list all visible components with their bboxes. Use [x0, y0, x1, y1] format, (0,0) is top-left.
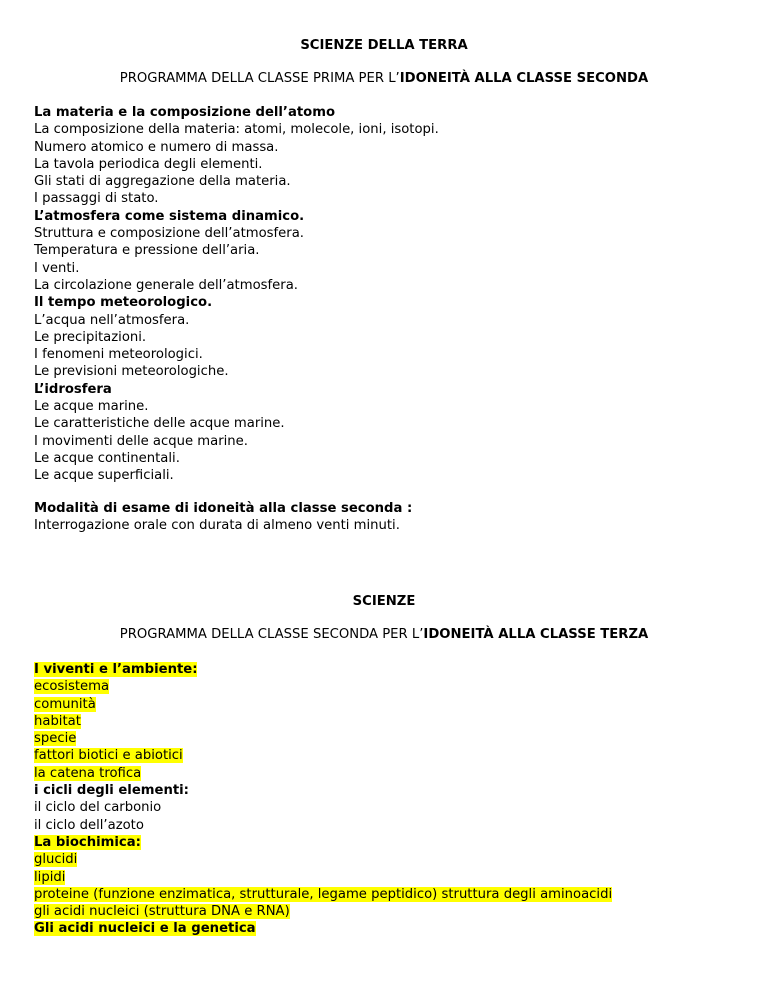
list-item — [34, 696, 748, 713]
line-text: glucidi — [34, 852, 78, 868]
list-item — [34, 450, 748, 467]
list-item — [34, 363, 748, 380]
list-item — [34, 433, 748, 450]
line-text: I passaggi di stato. — [34, 191, 159, 207]
section2-title: SCIENZE — [352, 594, 416, 609]
list-item — [34, 398, 748, 415]
line-text: Gli acidi nucleici e la genetica — [34, 921, 256, 937]
list-item — [34, 713, 748, 730]
line-text: fattori biotici e abiotici — [34, 748, 183, 764]
line-text: La circolazione generale dell’atmosfera. — [34, 277, 298, 293]
line-text: L’idrosfera — [34, 381, 112, 397]
section-heading-line — [34, 782, 748, 799]
list-item — [34, 139, 748, 156]
list-item — [34, 242, 748, 259]
section1-content — [34, 104, 748, 485]
list-item — [34, 467, 748, 484]
list-item — [34, 121, 748, 138]
section1-title: SCIENZE DELLA TERRA — [300, 38, 468, 53]
line-text: La materia e la composizione dell’atomo — [34, 105, 336, 120]
line-text: Il tempo meteorologico. — [34, 295, 213, 311]
section1-exam — [34, 500, 748, 535]
exam-heading: Modalità di esame di idoneità alla classe seconda : — [34, 501, 413, 516]
line-text: proteine (funzione enzimatica, strutturale, legame peptidico) struttura degli aminoacidi — [34, 886, 613, 902]
list-item — [34, 747, 748, 764]
line-text: Temperatura e pressione dell’aria. — [34, 243, 260, 259]
line-text: il ciclo del carbonio — [34, 800, 162, 816]
line-text: I fenomeni meteorologici. — [34, 347, 203, 363]
line-text: Numero atomico e numero di massa. — [34, 139, 279, 155]
line-text: I viventi e l’ambiente: — [34, 662, 198, 677]
section-heading-line — [34, 208, 748, 225]
line-text: Gli stati di aggregazione della materia. — [34, 174, 291, 190]
line-text: comunità — [34, 696, 96, 712]
line-text: I venti. — [34, 260, 80, 276]
section-heading-line — [34, 834, 748, 851]
list-item — [34, 765, 748, 782]
section-heading-line — [34, 104, 748, 121]
line-text: il ciclo dell’azoto — [34, 817, 144, 833]
line-text: i cicli degli elementi: — [34, 783, 189, 799]
list-item — [34, 346, 748, 363]
list-item — [34, 730, 748, 747]
line-text: lipidi — [34, 869, 66, 885]
line-text: Struttura e composizione dell’atmosfera. — [34, 226, 304, 242]
list-item — [34, 869, 748, 886]
line-text: habitat — [34, 713, 81, 729]
line-text: Le caratteristiche delle acque marine. — [34, 416, 285, 432]
list-item — [34, 886, 748, 903]
list-item — [34, 225, 748, 242]
line-text: Le previsioni meteorologiche. — [34, 364, 229, 380]
line-text: L’acqua nell’atmosfera. — [34, 312, 190, 328]
list-item — [34, 156, 748, 173]
list-item — [34, 799, 748, 816]
section1-program-bold: IDONEITÀ ALLA CLASSE SECONDA — [399, 71, 649, 86]
line-text: Le precipitazioni. — [34, 329, 147, 345]
list-item — [34, 173, 748, 190]
list-item — [34, 329, 748, 346]
section2-program-heading — [0, 626, 768, 643]
exam-text: Interrogazione orale con durata di almeno venti minuti. — [34, 518, 400, 534]
line-text: La tavola periodica degli elementi. — [34, 156, 263, 172]
list-item — [34, 415, 748, 432]
line-text: Le acque marine. — [34, 399, 149, 415]
line-text: gli acidi nucleici (struttura DNA e RNA) — [34, 904, 290, 920]
list-item — [34, 190, 748, 207]
section2-program-bold: IDONEITÀ ALLA CLASSE TERZA — [423, 627, 649, 642]
list-item — [34, 851, 748, 868]
list-item — [34, 678, 748, 695]
line-text: specie — [34, 731, 77, 747]
list-item — [34, 277, 748, 294]
list-item — [34, 903, 748, 920]
list-item — [34, 312, 748, 329]
section-heading-line — [34, 294, 748, 311]
line-text: La biochimica: — [34, 834, 141, 850]
section-heading-line — [34, 381, 748, 398]
section2-content — [34, 661, 748, 938]
line-text: la catena trofica — [34, 765, 142, 781]
line-text: L’atmosfera come sistema dinamico. — [34, 208, 305, 224]
list-item — [34, 817, 748, 834]
line-text: I movimenti delle acque marine. — [34, 433, 248, 449]
line-text: ecosistema — [34, 679, 110, 695]
section1-program-heading — [0, 70, 768, 87]
section2-program-prefix: PROGRAMMA DELLA CLASSE SECONDA PER L’ — [119, 627, 424, 642]
line-text: La composizione della materia: atomi, molecole, ioni, isotopi. — [34, 122, 439, 138]
line-text: Le acque superficiali. — [34, 468, 174, 484]
list-item — [34, 260, 748, 277]
line-text: Le acque continentali. — [34, 450, 180, 466]
section1-program-prefix: PROGRAMMA DELLA CLASSE PRIMA PER L’ — [119, 71, 400, 86]
section-heading-line — [34, 920, 748, 937]
section-heading-line — [34, 661, 748, 678]
